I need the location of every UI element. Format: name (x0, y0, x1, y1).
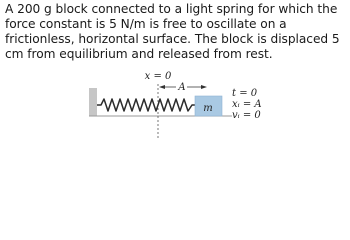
wall (89, 88, 97, 116)
problem-statement: A 200 g block connected to a light spring for which the force constant is 5 N/m is free to oscillate on a frictionless, horizontal surface. The block is displaced 5 cm from equilibrium and released from rest. (5, 2, 340, 61)
condition-position: xᵢ = A (232, 99, 262, 110)
block-mass-label: m (203, 103, 213, 114)
amplitude-arrow-right-head (201, 85, 207, 89)
amplitude-label: A (178, 82, 186, 93)
equilibrium-label: x = 0 (144, 71, 172, 82)
condition-time: t = 0 (232, 88, 258, 99)
condition-velocity: vᵢ = 0 (232, 110, 261, 121)
amplitude-arrow-left-head (159, 85, 165, 89)
spring (97, 99, 195, 111)
